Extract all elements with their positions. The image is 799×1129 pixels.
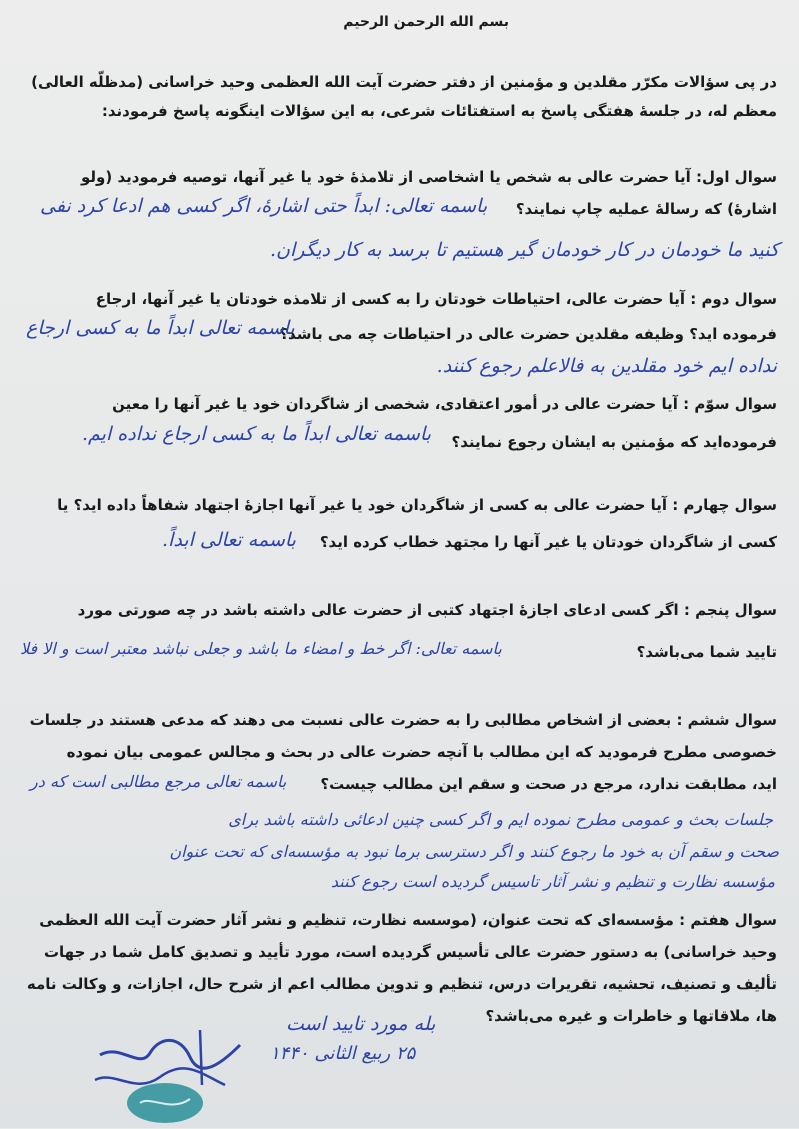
basmala: بسم الله الرحمن الرحیم bbox=[343, 14, 509, 30]
answer-1-line-1: باسمه تعالی: ابداً حتی اشارهٔ، اگر کسی هم ادعا کرد نفی bbox=[40, 195, 488, 217]
question-4-line-1: سوال چهارم : آیا حضرت عالی به کسی از شاگردان خود یا غیر آنها اجازهٔ اجتهاد شفاهاً داده اید؟ یا bbox=[57, 496, 777, 514]
question-7-line-3: تألیف و تصنیف، تحشیه، تقریرات درس، تنظیم و تدوین مطالب اعم از شرح حال، اجازات، و وکالت نامه bbox=[26, 975, 777, 993]
question-3-line-1: سوال سوّم : آیا حضرت عالی در أمور اعتقادی، شخصی از شاگردان خود یا غیر آنها را معین bbox=[112, 395, 777, 413]
answer-6-line-4: مؤسسه نظارت و تنظیم و نشر آثار تاسیس گردیده است رجوع کنند bbox=[330, 872, 775, 891]
question-6-line-1: سوال ششم : بعضی از اشخاص مطالبی را به حضرت عالی نسبت می دهند که مدعی هستند در جلسات bbox=[29, 711, 777, 729]
answer-1-line-2: کنید ما خودمان در کار خودمان گیر هستیم تا برسد به کار دیگران. bbox=[269, 239, 779, 261]
question-6-line-2: خصوصی مطرح فرمودید که این مطالب با آنچه حضرت عالی در بحث و مجالس عمومی بیان نموده bbox=[66, 743, 777, 761]
question-2-line-2: فرموده اید؟ وظیفه مقلدین حضرت عالی در احتیاطات چه می باشد؟ bbox=[279, 325, 777, 343]
question-7-line-4: ها، ملاقاتها و خاطرات و غیره می‌باشد؟ bbox=[485, 1007, 777, 1025]
question-1-line-1: سوال اول: آیا حضرت عالی به شخص یا اشخاصی از تلامذهٔ خود یا غیر آنها، توصیه فرمودید (ولو bbox=[81, 168, 777, 186]
answer-2-line-2: نداده ایم خود مقلدین به فالاعلم رجوع کنند. bbox=[436, 355, 777, 377]
question-5-line-2: تایید شما می‌باشد؟ bbox=[636, 643, 777, 661]
answer-6-line-2: جلسات بحث و عمومی مطرح نموده ایم و اگر کسی چنین ادعائی داشته باشد برای bbox=[228, 810, 773, 829]
answer-3-line-1: باسمه تعالی ابداً ما به کسی ارجاع نداده ایم. bbox=[82, 423, 431, 445]
question-6-line-3: اید، مطابقت ندارد، مرجع در صحت و سقم این مطالب چیست؟ bbox=[320, 775, 777, 793]
question-3-line-2: فرموده‌اید که مؤمنین به ایشان رجوع نمایند؟ bbox=[451, 433, 777, 451]
answer-2-line-1: باسمه تعالی ابداً ما به کسی ارجاع bbox=[26, 317, 295, 339]
signature-seal bbox=[80, 1025, 250, 1125]
answer-5-line-1: باسمه تعالی: اگر خط و امضاء ما باشد و جعلی نباشد معتبر است و الا فلا bbox=[20, 639, 502, 658]
question-4-line-2: کسی از شاگردان خودتان یا غیر آنها را مجتهد خطاب کرده اید؟ bbox=[319, 533, 777, 551]
answer-6-line-3: صحت و سقم آن به خود ما رجوع کنند و اگر دسترسی برما نبود به مؤسسه‌ای که تحت عنوان bbox=[169, 842, 779, 861]
question-2-line-1: سوال دوم : آیا حضرت عالی، احتیاطات خودتان را به کسی از تلامذه خودتان یا غیر آنها، ارجاع bbox=[95, 290, 777, 308]
answer-6-line-1: باسمه تعالی مرجع مطالبی است که در bbox=[30, 772, 287, 791]
intro-line-2: معظم له، در جلسهٔ هفتگی پاسخ به استفتائات شرعی، به این سؤالات اینگونه پاسخ فرمودند: bbox=[101, 102, 777, 120]
answer-7-line-1: بله مورد تایید است bbox=[286, 1013, 436, 1035]
date: ۲۵ ربیع الثانی ۱۴۴۰ bbox=[270, 1043, 416, 1064]
answer-4-line-1: باسمه تعالی ابداً. bbox=[162, 529, 296, 551]
question-5-line-1: سوال پنجم : اگر کسی ادعای اجازهٔ اجتهاد کتبی از حضرت عالی داشته باشد در چه صورتی مورد bbox=[77, 601, 777, 619]
question-1-line-2: اشارهٔ) که رسالهٔ عملیه چاپ نمایند؟ bbox=[515, 200, 777, 218]
question-7-line-2: وحید خراسانی) به دستور حضرت عالی تأسیس گردیده است، مورد تأیید و تصدیق کامل شما در جهات bbox=[43, 943, 777, 961]
question-7-line-1: سوال هفتم : مؤسسه‌ای که تحت عنوان، (موسسه نظارت، تنظیم و نشر آثار حضرت آیت الله العظمی bbox=[39, 911, 777, 929]
intro-line-1: در پی سؤالات مکرّر مقلدین و مؤمنین از دفتر حضرت آیت الله العظمی وحید خراسانی (مدظلّه العالی) bbox=[31, 73, 777, 91]
